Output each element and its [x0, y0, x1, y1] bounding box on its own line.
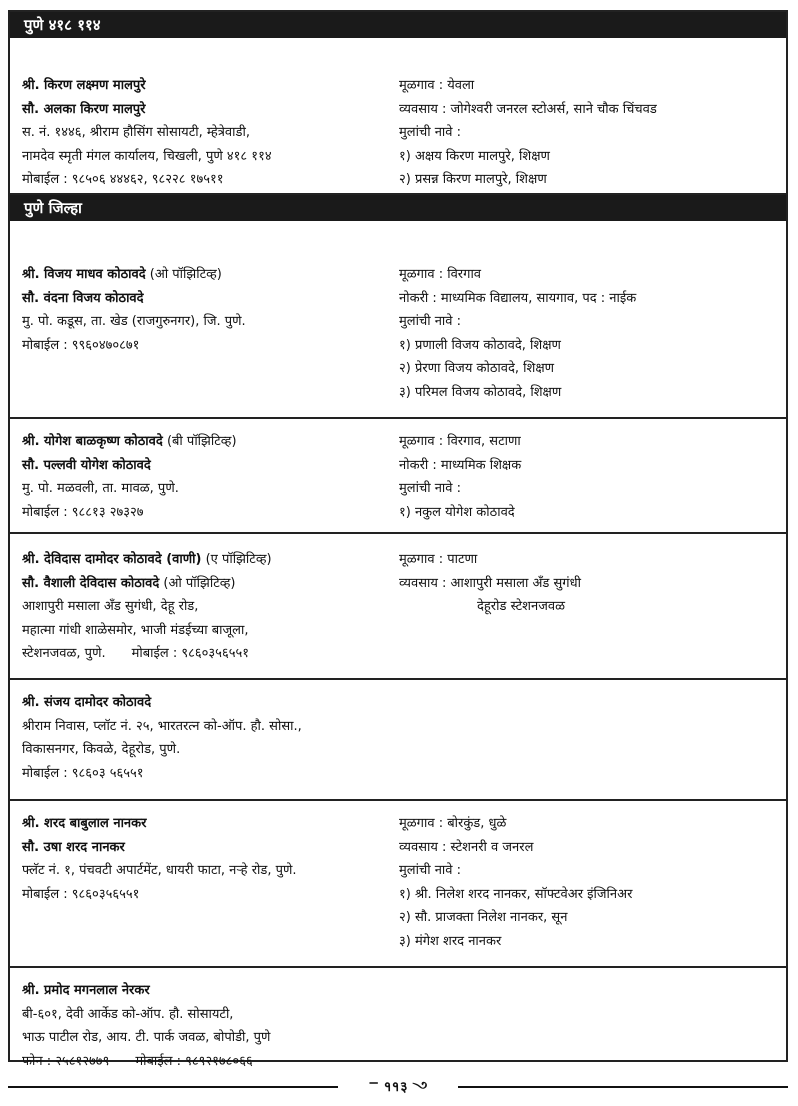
children-heading: मुलांची नावे :	[399, 314, 462, 329]
child-name: १) प्रणाली विजय कोठावदे, शिक्षण	[399, 337, 561, 353]
child-name: १) श्री. निलेश शरद नानकर, सॉफ्टवेअर इंजिनिअर	[399, 886, 633, 902]
child-name: २) प्रसन्न किरण मालपुरे, शिक्षण	[399, 172, 547, 187]
wife-name: सौ. वैशाली देविदास कोठावदे	[22, 575, 160, 591]
address-line: बी-६०१, देवी आर्केड को-ऑप. हौ. सोसायटी,	[22, 1006, 234, 1022]
child-name: १) नकुल योगेश कोठावदे	[399, 504, 515, 520]
mobile-number: मोबाईल : ९८६०३ ५६५५१	[22, 765, 144, 781]
address-line: भाऊ पाटील रोड, आय. टी. पार्क जवळ, बोपोडी, पुणे	[22, 1030, 271, 1045]
directory-entry	[10, 680, 786, 801]
husband-name: श्री. विजय माधव कोठावदे	[22, 267, 146, 282]
entry-contact-details	[22, 430, 394, 524]
entry-family-details	[399, 548, 779, 619]
mobile-number: मोबाईल : ९८६०३५६५५१	[131, 646, 249, 661]
occupation: व्यवसाय : आशापुरी मसाला अँड सुगंधी	[399, 575, 581, 591]
native-place: मूळगाव : बोरकुंड, धुळे	[399, 816, 507, 831]
blood-group: (ओ पॉझिटिव्ह)	[163, 575, 236, 591]
occupation-location: देहूरोड स्टेशनजवळ	[477, 599, 565, 614]
directory-entry	[10, 534, 786, 680]
wife-name: सौ. वंदना विजय कोठावदे	[22, 290, 144, 306]
child-name: २) प्रेरणा विजय कोठावदे, शिक्षण	[399, 361, 555, 376]
directory-page	[8, 10, 788, 1069]
husband-name: श्री. योगेश बाळकृष्ण कोठावदे	[22, 434, 163, 449]
native-place: मूळगाव : विरगाव, सटाणा	[399, 434, 521, 449]
entry-contact-details	[22, 691, 492, 785]
page-footer	[8, 1077, 788, 1097]
occupation: नोकरी : माध्यमिक शिक्षक	[399, 457, 522, 473]
person-name: श्री. संजय दामोदर कोठावदे	[22, 695, 152, 710]
wife-name: सौ. उषा शरद नानकर	[22, 839, 125, 855]
child-name: १) अक्षय किरण मालपुरे, शिक्षण	[399, 148, 550, 164]
address-line: नामदेव स्मृती मंगल कार्यालय, चिखली, पुणे ४१८ ११४	[22, 148, 272, 164]
blood-group: (बी पॉझिटिव्ह)	[166, 434, 237, 449]
entry-contact-details	[22, 979, 492, 1073]
child-name: ३) मंगेश शरद नानकर	[399, 933, 502, 949]
address-line: श्रीराम निवास, प्लॉट नं. २५, भारतरत्न को-ऑप. हौ. सोसा.,	[22, 718, 302, 734]
native-place: मूळगाव : विरगाव	[399, 267, 482, 282]
entry-family-details	[399, 74, 779, 192]
entry-contact-details	[22, 74, 394, 192]
directory-entry	[10, 968, 786, 1069]
mobile-number: मोबाईल : ९८९२१७८०६६	[135, 1053, 253, 1069]
section-header-pune-district: पुणे जिल्हा	[10, 195, 786, 221]
wife-name: सौ. पल्लवी योगेश कोठावदे	[22, 457, 151, 473]
occupation: व्यवसाय : स्टेशनरी व जनरल	[399, 839, 534, 855]
blood-group: (ओ पॉझिटिव्ह)	[149, 267, 222, 282]
directory-entry	[10, 419, 786, 534]
husband-name: श्री. देविदास दामोदर कोठावदे (वाणी)	[22, 552, 202, 567]
children-heading: मुलांची नावे :	[399, 481, 462, 496]
occupation: नोकरी : माध्यमिक विद्यालय, सायगाव, पद : नाईक	[399, 290, 637, 306]
phone-number: फोन : २५८१२७७९	[22, 1053, 110, 1069]
directory-entry	[10, 221, 786, 419]
address-line: मु. पो. कडूस, ता. खेड (राजगुरुनगर), जि. पुणे.	[22, 314, 246, 329]
entry-family-details	[399, 430, 779, 524]
husband-name: श्री. शरद बाबुलाल नानकर	[22, 816, 147, 831]
mobile-number: मोबाईल : ९९६०४७०८७१	[22, 337, 140, 353]
address-line: महात्मा गांधी शाळेसमोर, भाजी मंडईच्या बाजूला,	[22, 622, 249, 638]
wife-name: सौ. अलका किरण मालपुरे	[22, 101, 146, 117]
entry-contact-details	[22, 263, 394, 357]
footer-rule-right	[458, 1086, 788, 1088]
address-line: आशापुरी मसाला अँड सुगंधी, देहू रोड,	[22, 599, 199, 614]
footer-rule-left	[8, 1086, 338, 1088]
address-line: स. नं. १४४६, श्रीराम हौसिंग सोसायटी, म्हेत्रेवाडी,	[22, 125, 250, 140]
mobile-number: मोबाईल : ९८८१३ २७३२७	[22, 504, 144, 520]
occupation: व्यवसाय : जोगेश्वरी जनरल स्टोअर्स, साने चौक चिंचवड	[399, 101, 657, 117]
section-header-pune-411114: पुणे ४१८ ११४	[10, 12, 786, 38]
mobile-number: मोबाईल : ९८५०६ ४४४६२, ९८२२८ १७५११	[22, 172, 224, 187]
page-number: ꣻ ११३ ꣼	[368, 1079, 428, 1095]
directory-entry	[10, 801, 786, 968]
address-line: विकासनगर, किवळे, देहूरोड, पुणे.	[22, 742, 181, 757]
address-line: स्टेशनजवळ, पुणे.	[22, 646, 106, 661]
person-name: श्री. प्रमोद मगनलाल नेरकर	[22, 983, 150, 998]
children-heading: मुलांची नावे :	[399, 125, 462, 140]
blood-group: (ए पॉझिटिव्ह)	[205, 552, 272, 567]
entry-contact-details	[22, 548, 394, 666]
husband-name: श्री. किरण लक्ष्मण मालपुरे	[22, 78, 146, 93]
address-line: फ्लॅट नं. १, पंचवटी अपार्टमेंट, धायरी फाटा, नऱ्हे रोड, पुणे.	[22, 863, 297, 878]
address-line: मु. पो. मळवली, ता. मावळ, पुणे.	[22, 481, 179, 496]
entry-family-details	[399, 812, 779, 953]
children-heading: मुलांची नावे :	[399, 863, 462, 878]
native-place: मूळगाव : पाटणा	[399, 552, 478, 567]
directory-entry	[10, 38, 786, 195]
entry-contact-details	[22, 812, 394, 906]
mobile-number: मोबाईल : ९८६०३५६५५१	[22, 886, 140, 902]
entry-family-details	[399, 263, 779, 404]
child-name: २) सौ. प्राजक्ता निलेश नानकर, सून	[399, 910, 568, 925]
child-name: ३) परिमल विजय कोठावदे, शिक्षण	[399, 384, 562, 400]
native-place: मूळगाव : येवला	[399, 78, 475, 93]
